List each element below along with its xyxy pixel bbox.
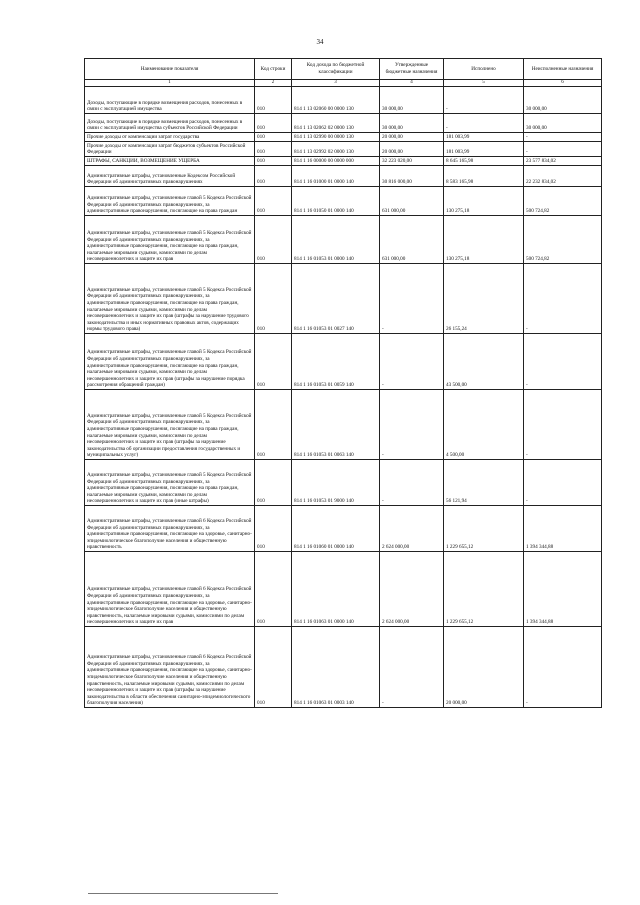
row-approved: 631 000,00	[380, 216, 444, 264]
col-number: 1	[85, 80, 255, 87]
row-unexecuted: 500 724,82	[524, 187, 602, 216]
row-line-code: 010	[255, 506, 292, 552]
row-executed: 56 121,94	[444, 460, 524, 506]
row-name: Административные штрафы, установленные главой 5 Кодекса Российской Федерации об административных правонарушениях, за административные правонарушения, посягающие на права граждан, налагаемые мировыми судьями, комиссиями по делам несовершеннолетних и защите их прав (штрафы за нарушение законодательства об организации предоставления государственных и муниципальных услуг)	[85, 390, 255, 460]
table-row	[85, 334, 602, 390]
row-budget-code: 814 1 16 01053 01 0000 140	[292, 216, 380, 264]
row-budget-code: 814 1 13 02062 02 0000 130	[292, 114, 380, 133]
row-name: Доходы, поступающие в порядке возмещения расходов, понесенных в связи с эксплуатацией имущества субъектов Российской Федерации	[85, 114, 255, 133]
row-name: Административные штрафы, установленные главой 5 Кодекса Российской Федерации об административных правонарушениях, за административные правонарушения, посягающие на права граждан, налагаемые мировыми судьями, комиссиями по делам несовершеннолетних и защите их прав (штрафы за нарушение трудового законодательства и иных нормативных правовых актов, содержащих нормы трудового права)	[85, 264, 255, 334]
page-number: 34	[316, 38, 324, 46]
row-approved: 30 816 000,00	[380, 166, 444, 187]
row-line-code: 010	[255, 87, 292, 114]
row-budget-code: 814 1 13 02990 00 0000 130	[292, 133, 380, 142]
row-executed: 181 003,99	[444, 142, 524, 157]
col-number: 2	[255, 80, 292, 87]
row-budget-code: 814 1 13 02060 00 0000 130	[292, 87, 380, 114]
table-row	[85, 87, 602, 114]
row-name: Доходы, поступающие в порядке возмещения расходов, понесенных в связи с эксплуатацией имущества	[85, 87, 255, 114]
header-budget-code: Код дохода по бюджетной классификации	[292, 59, 380, 80]
row-budget-code: 814 1 16 01053 01 0059 140	[292, 334, 380, 390]
footer-rule	[88, 893, 278, 894]
row-executed: 26 155,24	[444, 264, 524, 334]
col-number: 3	[292, 80, 380, 87]
row-executed: 8 645 165,98	[444, 157, 524, 166]
row-unexecuted: 30 000,00	[524, 114, 602, 133]
row-unexecuted: -	[524, 133, 602, 142]
header-executed: Исполнено	[444, 59, 524, 80]
row-unexecuted: -	[524, 390, 602, 460]
table-row	[85, 216, 602, 264]
col-number: 5	[444, 80, 524, 87]
row-approved: -	[380, 264, 444, 334]
row-approved: 2 624 000,00	[380, 552, 444, 627]
row-approved: 2 624 000,00	[380, 506, 444, 552]
row-name: Административные штрафы, установленные главой 6 Кодекса Российской Федерации об административных правонарушениях, за административные правонарушения, посягающие на здоровье, санитарно-эпидемиологическое благополучие населения и общественную нравственность, налагаемые мировыми судьями, комиссиями по делам несовершеннолетних и защите их прав	[85, 552, 255, 627]
row-budget-code: 814 1 16 01060 01 0000 140	[292, 506, 380, 552]
row-executed: 43 500,00	[444, 334, 524, 390]
row-name: Прочие доходы от компенсации затрат государства	[85, 133, 255, 142]
row-budget-code: 814 1 16 01053 01 9000 140	[292, 460, 380, 506]
row-name: Административные штрафы, установленные главой 6 Кодекса Российской Федерации об административных правонарушениях, за административные правонарушения, посягающие на здоровье, санитарно-эпидемиологическое благополучие населения и общественную нравственность, налагаемые мировыми судьями, комиссиями по делам несовершеннолетних и защите их прав (штрафы за нарушение законодательства в области обеспечения санитарно-эпидемиологического благополучия населения)	[85, 627, 255, 708]
table-row	[85, 114, 602, 133]
row-unexecuted: 22 232 834,02	[524, 166, 602, 187]
row-line-code: 010	[255, 157, 292, 166]
col-number: 4	[380, 80, 444, 87]
table-row	[85, 187, 602, 216]
row-budget-code: 814 1 16 01063 01 0003 140	[292, 627, 380, 708]
row-executed: 1 229 655,12	[444, 552, 524, 627]
row-line-code: 010	[255, 334, 292, 390]
row-line-code: 010	[255, 460, 292, 506]
row-approved: 20 000,00	[380, 142, 444, 157]
row-budget-code: 814 1 16 01000 01 0000 140	[292, 166, 380, 187]
row-approved: 30 000,00	[380, 114, 444, 133]
row-executed: 20 000,00	[444, 627, 524, 708]
row-line-code: 010	[255, 216, 292, 264]
row-line-code: 010	[255, 187, 292, 216]
row-unexecuted: -	[524, 334, 602, 390]
row-budget-code: 814 1 13 02992 02 0000 130	[292, 142, 380, 157]
row-approved: -	[380, 334, 444, 390]
row-budget-code: 814 1 16 01053 01 0063 140	[292, 390, 380, 460]
row-name: Административные штрафы, установленные главой 5 Кодекса Российской Федерации об административных правонарушениях, за административные правонарушения, посягающие на права граждан, налагаемые мировыми судьями, комиссиями по делам несовершеннолетних и защите их прав (иные штрафы)	[85, 460, 255, 506]
table-row	[85, 166, 602, 187]
row-executed: 4 500,00	[444, 390, 524, 460]
header-unexecuted: Неисполненные назначения	[524, 59, 602, 80]
table-row	[85, 390, 602, 460]
table-row	[85, 264, 602, 334]
row-executed: 8 583 165,98	[444, 166, 524, 187]
row-approved: 631 000,00	[380, 187, 444, 216]
row-line-code: 010	[255, 264, 292, 334]
column-number-row	[85, 80, 602, 87]
row-budget-code: 814 1 16 01053 01 0027 140	[292, 264, 380, 334]
table-row	[85, 460, 602, 506]
table-row	[85, 142, 602, 157]
header-approved: Утвержденные бюджетные назначения	[380, 59, 444, 80]
row-executed: 130 275,18	[444, 216, 524, 264]
row-unexecuted: 1 394 344,88	[524, 506, 602, 552]
row-budget-code: 814 1 16 01063 01 0000 140	[292, 552, 380, 627]
row-name: Прочие доходы от компенсации затрат бюджетов субъектов Российской Федерации	[85, 142, 255, 157]
row-approved: 30 000,00	[380, 87, 444, 114]
row-approved: 32 223 020,00	[380, 157, 444, 166]
row-line-code: 010	[255, 133, 292, 142]
row-line-code: 010	[255, 166, 292, 187]
row-approved: 20 000,00	[380, 133, 444, 142]
table-row	[85, 133, 602, 142]
row-unexecuted: -	[524, 142, 602, 157]
row-budget-code: 814 1 16 00000 00 0000 000	[292, 157, 380, 166]
table-row	[85, 506, 602, 552]
row-unexecuted: 1 394 344,88	[524, 552, 602, 627]
row-executed: 181 003,99	[444, 133, 524, 142]
row-unexecuted: -	[524, 627, 602, 708]
row-executed: 1 229 655,12	[444, 506, 524, 552]
row-name: Административные штрафы, установленные главой 5 Кодекса Российской Федерации об административных правонарушениях, за административные правонарушения, посягающие на права граждан, налагаемые мировыми судьями, комиссиями по делам несовершеннолетних и защите их прав (штрафы за нарушение порядка рассмотрения обращений граждан)	[85, 334, 255, 390]
row-name: Административные штрафы, установленные главой 6 Кодекса Российской Федерации об административных правонарушениях, за административные правонарушения, посягающие на здоровье, санитарно-эпидемиологическое благополучие населения и общественную нравственность	[85, 506, 255, 552]
row-name: ШТРАФЫ, САНКЦИИ, ВОЗМЕЩЕНИЕ УЩЕРБА	[85, 157, 255, 166]
table-row	[85, 552, 602, 627]
row-name: Административные штрафы, установленные главой 5 Кодекса Российской Федерации об административных правонарушениях, за административные правонарушения, посягающие на права граждан, налагаемые мировыми судьями, комиссиями по делам несовершеннолетних и защите их прав	[85, 216, 255, 264]
row-unexecuted: 500 724,82	[524, 216, 602, 264]
row-approved: -	[380, 460, 444, 506]
row-line-code: 010	[255, 552, 292, 627]
row-unexecuted: 30 000,00	[524, 87, 602, 114]
row-executed: 130 275,18	[444, 187, 524, 216]
table-header-row	[85, 59, 602, 80]
row-unexecuted: -	[524, 264, 602, 334]
table-row	[85, 157, 602, 166]
row-executed: -	[444, 87, 524, 114]
row-name: Административные штрафы, установленные Кодексом Российской Федерации об административных правонарушениях	[85, 166, 255, 187]
row-executed: -	[444, 114, 524, 133]
row-budget-code: 814 1 16 01050 01 0000 140	[292, 187, 380, 216]
budget-execution-table	[84, 58, 602, 708]
row-line-code: 010	[255, 390, 292, 460]
col-number: 6	[524, 80, 602, 87]
row-line-code: 010	[255, 627, 292, 708]
row-approved: -	[380, 627, 444, 708]
table-row	[85, 627, 602, 708]
header-indicator-name: Наименование показателя	[85, 59, 255, 80]
row-line-code: 010	[255, 142, 292, 157]
row-approved: -	[380, 390, 444, 460]
row-name: Административные штрафы, установленные главой 5 Кодекса Российской Федерации об административных правонарушениях, за административные правонарушения, посягающие на права граждан	[85, 187, 255, 216]
header-line-code: Код строки	[255, 59, 292, 80]
row-unexecuted: 23 577 834,02	[524, 157, 602, 166]
row-line-code: 010	[255, 114, 292, 133]
row-unexecuted: -	[524, 460, 602, 506]
